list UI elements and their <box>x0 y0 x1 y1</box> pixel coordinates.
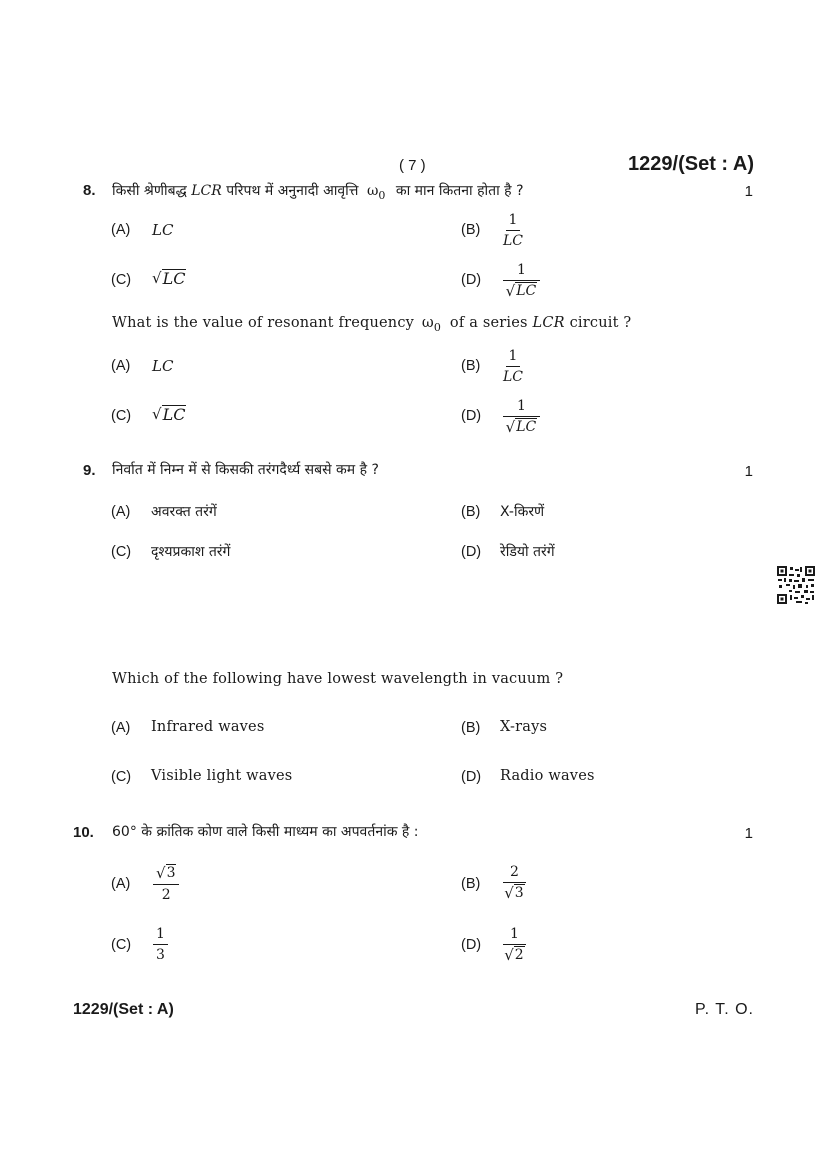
q8-hindi-var: LCR <box>191 183 222 199</box>
question-8-marks: 1 <box>744 183 753 200</box>
q8-en-option-a-value: LC <box>152 357 174 375</box>
q8-en-option-a-label: (A) <box>111 358 131 374</box>
q10-a-radicand: 3 <box>166 865 176 881</box>
q9-en-option-b-text: X-rays <box>500 719 548 735</box>
set-code-footer: 1229/(Set : A) <box>73 1001 174 1018</box>
q9-hi-option-a-label: (A) <box>111 504 131 520</box>
q10-c-numerator: 1 <box>153 926 168 945</box>
q8-hi-option-c-label: (C) <box>111 272 132 288</box>
q8-en-omega: ω <box>421 315 434 331</box>
q10-b-radicand: 3 <box>514 885 524 901</box>
q10-option-a-label: (A) <box>111 876 131 892</box>
q8-hi-option-a-label: (A) <box>111 222 131 238</box>
q8-en-option-b-label: (B) <box>461 358 481 374</box>
q9-hi-option-a-text: अवरक्त तरंगें <box>151 504 217 520</box>
q10-c-denominator: 3 <box>156 947 165 963</box>
q10-option-d-fraction: 1 √ 2 <box>503 926 526 965</box>
q10-option-b-fraction: 2 √ 3 <box>503 864 526 903</box>
q8-en-option-c-sqrt: √ LC <box>152 405 186 424</box>
q9-en-option-c-text: Visible light waves <box>151 768 293 784</box>
q10-d-numerator: 1 <box>503 926 526 945</box>
q8-en-option-c-label: (C) <box>111 408 132 424</box>
question-9-hindi-text: निर्वात में निम्न में से किसकी तरंगदैर्ध्य सबसे कम है ? <box>112 462 379 478</box>
qr-code-image <box>776 565 816 605</box>
q10-option-c-fraction <box>153 926 168 964</box>
q10-d-radicand: 2 <box>514 947 524 963</box>
q9-hi-option-c-text: दृश्यप्रकाश तरंगें <box>151 544 231 560</box>
q8-hindi-middle: परिपथ में अनुनादी आवृत्ति <box>226 183 359 199</box>
q9-en-option-d-text: Radio waves <box>500 768 595 784</box>
q8-hi-b-denominator: LC <box>503 233 524 249</box>
q8-hi-option-a-value: LC <box>152 221 174 239</box>
q9-hi-option-c-label: (C) <box>111 544 132 560</box>
q8-en-after: circuit ? <box>569 315 632 331</box>
question-9-english-text: Which of the following have lowest wavelength in vacuum ? <box>112 671 564 687</box>
q8-hi-c-radicand: LC <box>162 269 186 288</box>
q8-hindi-after: का मान कितना होता है ? <box>395 183 524 199</box>
q8-hi-d-radicand: LC <box>516 283 537 299</box>
page-number: ( 7 ) <box>399 157 426 174</box>
q10-option-c-label: (C) <box>111 937 132 953</box>
question-9-marks: 1 <box>744 463 753 480</box>
q8-hi-option-c-sqrt: √ LC <box>152 269 186 288</box>
q8-hi-option-d-label: (D) <box>461 272 482 288</box>
q8-hi-b-numerator: 1 <box>506 212 521 231</box>
q8-en-omega-sub: 0 <box>433 320 442 334</box>
q8-en-middle: of a series <box>449 315 528 331</box>
q9-hi-option-b-label: (B) <box>461 504 481 520</box>
q8-hindi-omega-sub: 0 <box>378 188 386 202</box>
q8-en-b-denominator: LC <box>503 369 524 385</box>
q10-option-d-label: (D) <box>461 937 482 953</box>
q9-hi-option-d-label: (D) <box>461 544 482 560</box>
question-10-number: 10. <box>73 824 94 841</box>
question-10-hindi-text: 60° के क्रांतिक कोण वाले किसी माध्यम का अपवर्तनांक है : <box>112 824 419 840</box>
q9-hi-option-b-text: X-किरणें <box>500 504 545 520</box>
q10-option-a-fraction: √ 3 2 <box>153 864 179 904</box>
question-8-number: 8. <box>83 182 96 199</box>
q9-en-option-c-label: (C) <box>111 769 132 785</box>
q8-hindi-before: किसी श्रेणीबद्ध <box>112 183 187 199</box>
q8-en-before: What is the value of resonant frequency <box>112 315 415 331</box>
q8-en-d-radicand: LC <box>516 419 537 435</box>
q9-en-option-d-label: (D) <box>461 769 482 785</box>
q8-en-var: LCR <box>532 315 565 331</box>
q8-en-option-d-label: (D) <box>461 408 482 424</box>
q8-hi-option-d-fraction: 1 √ LC <box>503 262 540 301</box>
q9-en-option-b-label: (B) <box>461 720 481 736</box>
set-code-header: 1229/(Set : A) <box>628 153 754 175</box>
question-9-number: 9. <box>83 462 96 479</box>
q9-en-option-a-label: (A) <box>111 720 131 736</box>
q8-en-c-radicand: LC <box>162 405 186 424</box>
question-8-english-text <box>112 315 631 334</box>
q10-option-b-label: (B) <box>461 876 481 892</box>
q9-en-option-a-text: Infrared waves <box>151 719 265 735</box>
q8-hi-d-numerator: 1 <box>503 262 540 281</box>
q8-en-d-numerator: 1 <box>503 398 540 417</box>
q8-en-option-b-fraction <box>503 348 523 386</box>
q8-hi-option-b-fraction <box>503 212 523 250</box>
question-10-marks: 1 <box>744 825 753 842</box>
q8-hindi-omega: ω <box>366 183 379 199</box>
q8-en-b-numerator: 1 <box>506 348 521 367</box>
please-turn-over: P. T. O. <box>695 1001 754 1018</box>
q10-a-denominator: 2 <box>161 887 171 903</box>
q8-hi-option-b-label: (B) <box>461 222 481 238</box>
q9-hi-option-d-text: रेडियो तरंगें <box>500 544 555 560</box>
q10-b-numerator: 2 <box>503 864 526 883</box>
q8-en-option-d-fraction: 1 √ LC <box>503 398 540 437</box>
question-8-hindi-text <box>112 181 524 202</box>
